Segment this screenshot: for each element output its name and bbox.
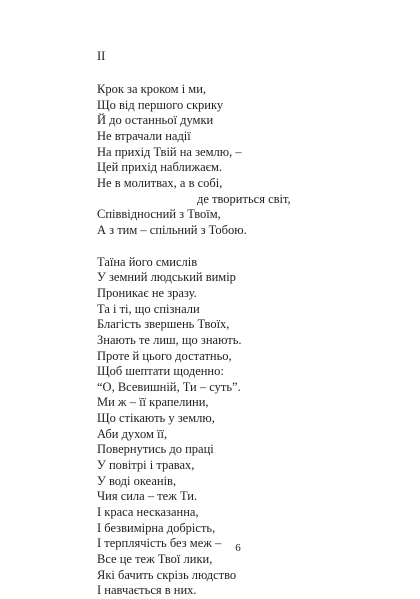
poem-line: І краса несказанна, <box>97 505 199 520</box>
poem-line: Що стікають у землю, <box>97 411 215 426</box>
stanza-1 <box>97 82 397 239</box>
poem-line: Все це теж Твої лики, <box>97 552 213 567</box>
poem-line: Благість звершень Твоїх, <box>97 317 230 332</box>
poem-line: І терплячість без меж – <box>97 536 222 551</box>
poem-line: Аби духом її, <box>97 426 168 441</box>
poem-line: У повітрі і травах, <box>97 458 195 473</box>
poem-line: Співвідносний з Твоїм, <box>97 207 221 222</box>
poem-line: Повернутись до праці <box>97 442 214 457</box>
poem-line: Та і ті, що спізнали <box>97 301 200 316</box>
poem-line: Ми ж – її крапелини, <box>97 395 209 410</box>
poem-line: Чия сила – теж Ти. <box>97 489 198 504</box>
poem-line: Таїна його смислів <box>97 254 198 269</box>
poem-line: Не втрачали надії <box>97 128 191 143</box>
poem-line: На прихід Твій на землю, – <box>97 144 242 159</box>
poem-line: Цей прихід наближаєм. <box>97 160 223 175</box>
poem-line: Проникає не зразу. <box>97 285 197 300</box>
poem-line: де твориться світ, <box>197 191 291 206</box>
poem-line: Проте й цього достатньо, <box>97 348 232 363</box>
poem-line: Не в молитвах, а в собі, <box>97 175 223 190</box>
poem-line: І безвимірна добрість, <box>97 520 216 535</box>
poem-line: А з тим – спільний з Тобою. <box>97 222 247 237</box>
poem-line: Що від першого скрику <box>97 97 224 112</box>
poem-line: Щоб шептати щоденно: <box>97 364 224 379</box>
poem-line: Крок за кроком і ми, <box>97 82 207 96</box>
section-number: II <box>97 49 106 63</box>
poem-line: У земний людський вимір <box>97 270 236 285</box>
poem-line: У воді океанів, <box>97 473 177 488</box>
poem-line: Й до останньої думки <box>97 113 214 128</box>
poem-line: “О, Всевишній, Ти – суть”. <box>97 379 241 394</box>
poem-line: Знають те лиш, що знають. <box>97 332 242 347</box>
page-number: 6 <box>235 542 241 554</box>
poem <box>97 82 397 599</box>
poem-line: І навчається в них. <box>97 583 197 598</box>
poem-line: Які бачить скрізь людство <box>97 567 237 582</box>
